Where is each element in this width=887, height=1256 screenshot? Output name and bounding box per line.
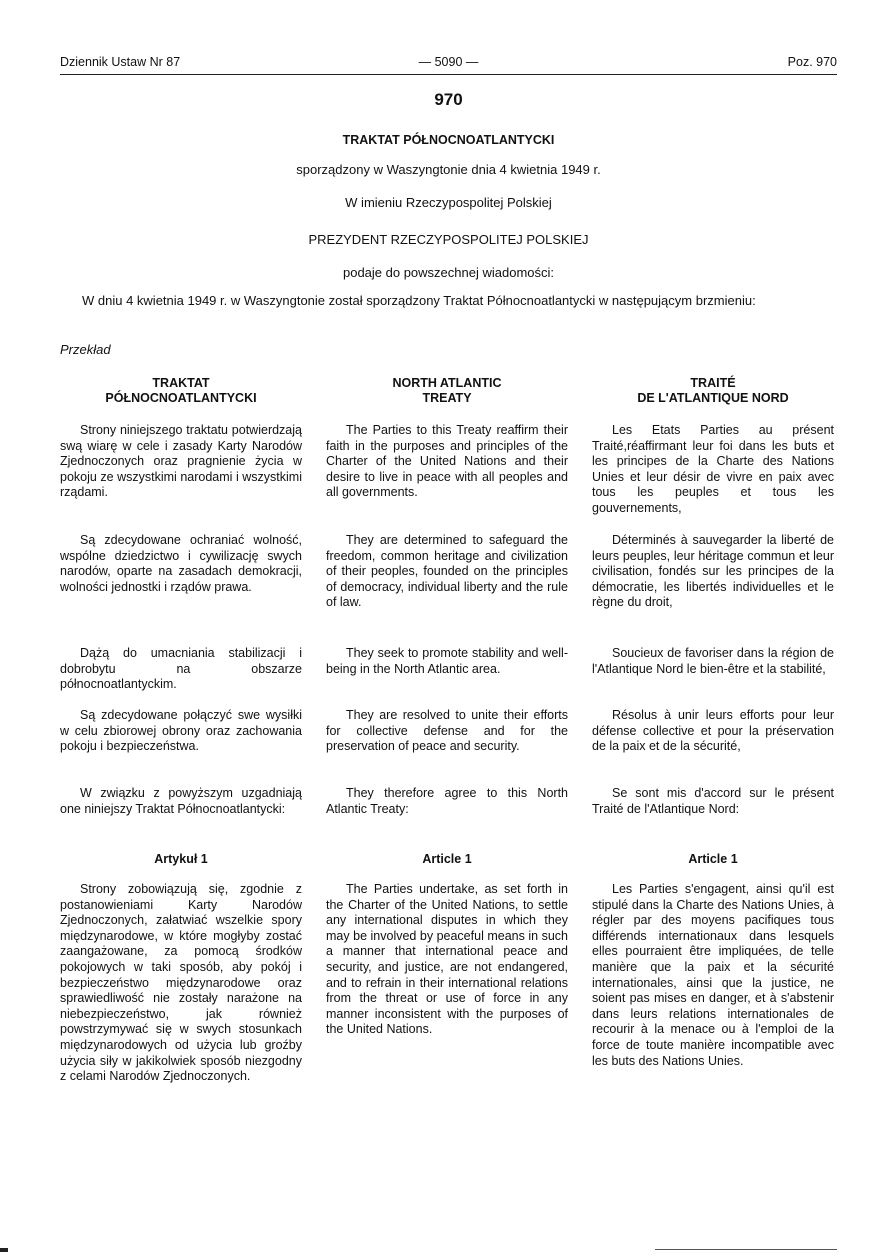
made-line: sporządzony w Waszyngtonie dnia 4 kwietnia 1949 r. <box>296 162 601 177</box>
column-title-line1: TRAITÉ <box>690 376 736 390</box>
column-title <box>60 376 302 416</box>
preamble-paragraph-2: Déterminés à sauvegarder la liberté de leurs peuples, leur héritage commun et leur civilisation, fondés sur les principes de la démocratie, les libertés individuelles et le règne du droit, <box>592 533 834 610</box>
column-title-line2: PÓŁNOCNOATLANTYCKI <box>105 391 257 405</box>
preamble-paragraph-3: Dążą do umacniania stabilizacji i dobrobytu na obszarze północnoatlantyckim. <box>60 646 302 692</box>
preamble-paragraph-4: They are resolved to unite their efforts for collective defense and for the preservation of peace and security. <box>326 708 568 754</box>
page-number: — 5090 — <box>418 55 479 69</box>
preamble-paragraph-1: The Parties to this Treaty reaffirm their faith in the purposes and principles of the Charter of the United Nations and their desire to live in peace with all peoples and all governments. <box>326 423 568 500</box>
position-number: 970 <box>434 90 463 109</box>
column-polish <box>60 376 302 1084</box>
name-line: W imieniu Rzeczypospolitej Polskiej <box>345 195 552 210</box>
running-header <box>60 55 837 73</box>
column-title-line1: NORTH ATLANTIC <box>392 376 502 390</box>
column-title-line2: DE L'ATLANTIQUE NORD <box>637 391 789 405</box>
preamble-paragraph-1: Strony niniejszego traktatu potwierdzają swą wiarę w cele i zasady Karty Narodów Zjednoczonych oraz pragnienie życia w pokoju ze wszystkimi narodami i wszystkimi rządami. <box>60 423 302 500</box>
preamble-paragraph-4: Résolus à unir leurs efforts pour leur défense collective et pour la préservation de la paix et de la sécurité, <box>592 708 834 754</box>
preamble-paragraph-2: Są zdecydowane ochraniać wolność, wspólne dziedzictwo i cywilizację swych narodów, oparte na zasadach demokracji, wolności jednostki i rządów prawa. <box>60 533 302 594</box>
preamble-paragraph-4: Są zdecydowane połączyć swe wysiłki w celu zbiorowej obrony oraz zachowania pokoju i bezpieczeństwa. <box>60 708 302 754</box>
footer-rule <box>655 1249 837 1250</box>
article-heading: Article 1 <box>688 852 738 866</box>
header-rule <box>60 74 837 75</box>
column-english <box>326 376 568 1037</box>
preamble-paragraph-5: Se sont mis d'accord sur le présent Traité de l'Atlantique Nord: <box>592 786 834 816</box>
column-title <box>592 376 834 416</box>
position-reference: Poz. 970 <box>787 55 837 69</box>
article-1-text: Strony zobowiązują się, zgodnie z postanowieniami Karty Narodów Zjednoczonych, załatwiać wszelkie spory międzynarodowe, w które mogłyby zostać zaangażowane, za pomocą środków pokojowych w taki sposób, aby pokój i bezpieczeństwo międzynarodowe oraz sprawiedliwość nie zostały narażone na niebezpieczeństwo, jak również powstrzymywać się w swych stosunkach międzynarodowych od użycia lub groźby użycia siły w jakikolwiek sposób niezgodny z celami Narodów Zjednoczonych. <box>60 882 302 1084</box>
preamble-paragraph-3: Soucieux de favoriser dans la région de l'Atlantique Nord le bien-être et la stabilité, <box>592 646 834 676</box>
column-title <box>326 376 568 416</box>
announce-line: podaje do powszechnej wiadomości: <box>342 265 554 280</box>
president-line: PREZYDENT RZECZYPOSPOLITEJ POLSKIEJ <box>308 232 589 247</box>
scan-mark <box>0 1248 8 1252</box>
preamble-paragraph-2: They are determined to safeguard the freedom, common heritage and civilization of their peoples, founded on the principles of democracy, individual liberty and the rule of law. <box>326 533 568 610</box>
intro-paragraph: W dniu 4 kwietnia 1949 r. w Waszyngtonie został sporządzony Traktat Północnoatlantycki w następującym brzmieniu: <box>82 293 756 308</box>
article-heading: Article 1 <box>422 852 472 866</box>
document-title: TRAKTAT PÓŁNOCNOATLANTYCKI <box>342 133 555 147</box>
preamble-paragraph-5: They therefore agree to this North Atlantic Treaty: <box>326 786 568 816</box>
article-heading: Artykuł 1 <box>154 852 208 866</box>
column-title-line2: TREATY <box>422 391 472 405</box>
article-1-text: Les Parties s'engagent, ainsi qu'il est stipulé dans la Charte des Nations Unies, à régler par des moyens pacifiques tous différends internationaux dans lesquels elles pourraient être impliquées, de telle manière que la paix et la sécurité internationales, ainsi que la justice, ne soient pas mises en danger, et à s'abstenir dans leurs relations internationales de recourir à la menace ou à l'emploi de la force de toute manière incompatible avec les buts des Nations Unies. <box>592 882 834 1068</box>
journal-name: Dziennik Ustaw Nr 87 <box>60 55 181 69</box>
preamble-paragraph-3: They seek to promote stability and well-being in the North Atlantic area. <box>326 646 568 676</box>
column-french <box>592 376 834 1068</box>
column-title-line1: TRAKTAT <box>152 376 210 390</box>
translation-label: Przekład <box>60 342 111 357</box>
article-1-text: The Parties undertake, as set forth in the Charter of the United Nations, to settle any international disputes in which they may be involved by peaceful means in such a manner that international peace and security, and justice, are not endangered, and to refrain in their international relations from the threat or use of force in any manner inconsistent with the purposes of the United Nations. <box>326 882 568 1037</box>
preamble-paragraph-5: W związku z powyższym uzgadniają one niniejszy Traktat Północnoatlantycki: <box>60 786 302 816</box>
preamble-paragraph-1: Les Etats Parties au présent Traité,réaffirmant leur foi dans les buts et les principes de la Charte des Nations Unies et leur désir de vivre en paix avec tous les peuples et tous les gouvernements, <box>592 423 834 515</box>
